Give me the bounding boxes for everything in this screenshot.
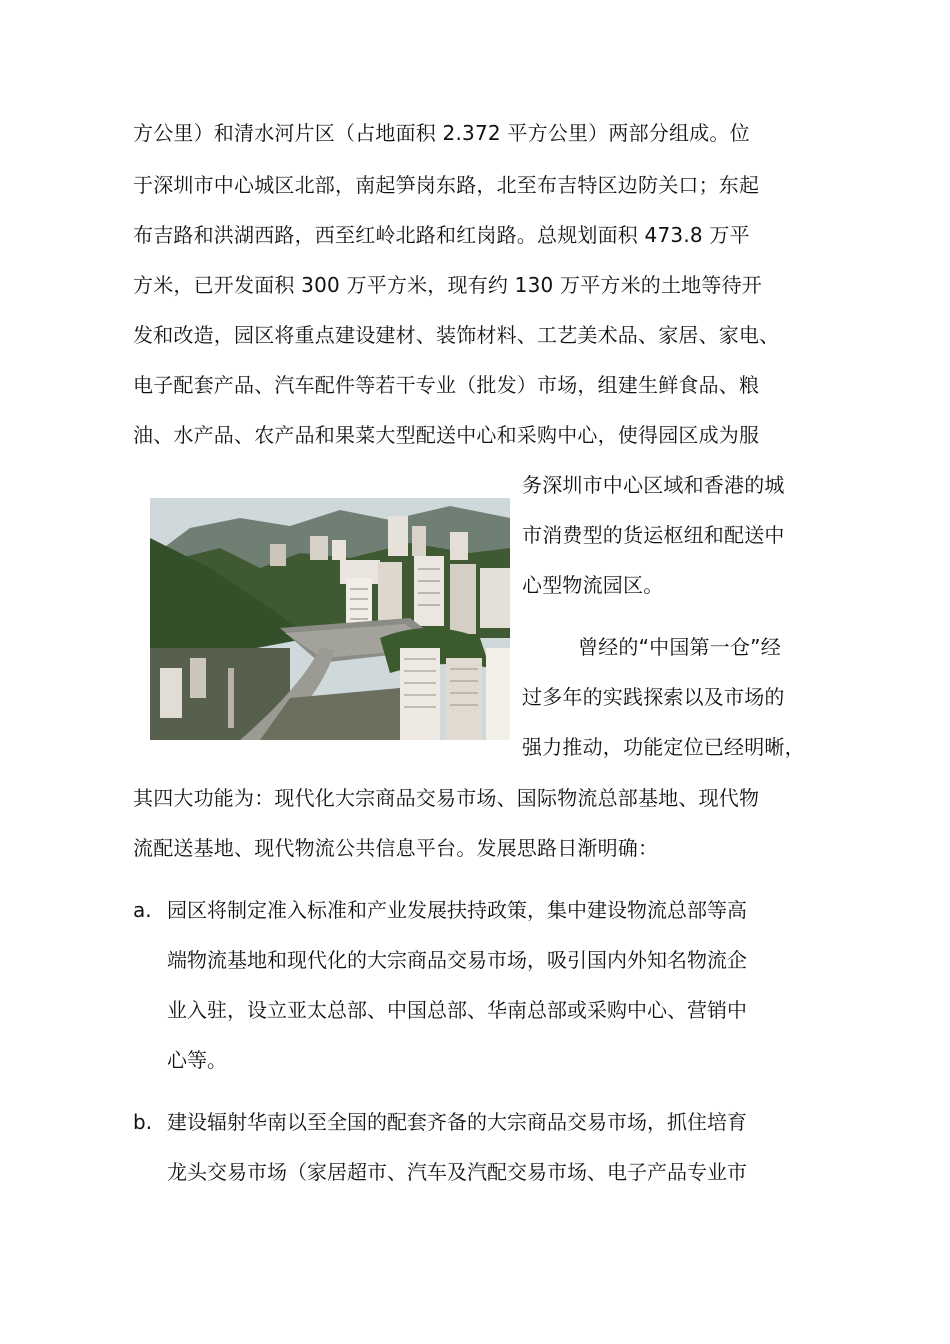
paragraph1-line-4: 方米，已开发面积 300 万平方米，现有约 130 万平方米的土地等待开 [133,273,762,297]
paragraph1-line-3: 布吉路和洪湖西路，西至红岭北路和红岗路。总规划面积 473.8 万平 [133,223,750,247]
paragraph2-line-4: 其四大功能为：现代化大宗商品交易市场、国际物流总部基地、现代物 [133,786,760,810]
list-item-a-line-1: 园区将制定准入标准和产业发展扶持政策，集中建设物流总部等高 [167,898,747,922]
paragraph2-line-5: 流配送基地、现代物流公共信息平台。发展思路日渐明确： [133,836,659,860]
list-marker-a: a. [133,898,152,922]
list-item-b-line-2: 龙头交易市场（家居超市、汽车及汽配交易市场、电子产品专业市 [167,1160,747,1184]
paragraph2-line-3: 强力推动，功能定位已经明晰， [522,735,805,759]
logistics-park-photo [150,498,510,740]
paragraph1-line-5: 发和改造，园区将重点建设建材、装饰材料、工艺美术品、家居、家电、 [133,323,780,347]
paragraph1-line-8: 务深圳市中心区域和香港的城 [522,473,785,497]
list-item-b-line-1: 建设辐射华南以至全国的配套齐备的大宗商品交易市场，抓住培育 [167,1110,747,1134]
city-aerial-image [150,498,510,740]
paragraph1-line-9: 市消费型的货运枢纽和配送中 [522,523,785,547]
paragraph1-line-7: 油、水产品、农产品和果菜大型配送中心和采购中心，使得园区成为服 [133,423,760,447]
list-item-a-line-3: 业入驻，设立亚太总部、中国总部、华南总部或采购中心、营销中 [167,998,747,1022]
list-marker-b: b. [133,1110,153,1134]
paragraph1-line-6: 电子配套产品、汽车配件等若干专业（批发）市场，组建生鲜食品、粮 [133,373,760,397]
paragraph1-line-1: 方公里）和清水河片区（占地面积 2.372 平方公里）两部分组成。位 [133,121,750,145]
paragraph2-line-2: 过多年的实践探索以及市场的 [522,685,785,709]
paragraph1-line-10: 心型物流园区。 [522,573,664,597]
list-item-a-line-4: 心等。 [167,1048,227,1072]
paragraph2-line-1: 曾经的“中国第一仓”经 [578,635,781,659]
list-item-a-line-2: 端物流基地和现代化的大宗商品交易市场，吸引国内外知名物流企 [167,948,747,972]
paragraph1-line-2: 于深圳市中心城区北部，南起笋岗东路，北至布吉特区边防关口；东起 [133,173,760,197]
